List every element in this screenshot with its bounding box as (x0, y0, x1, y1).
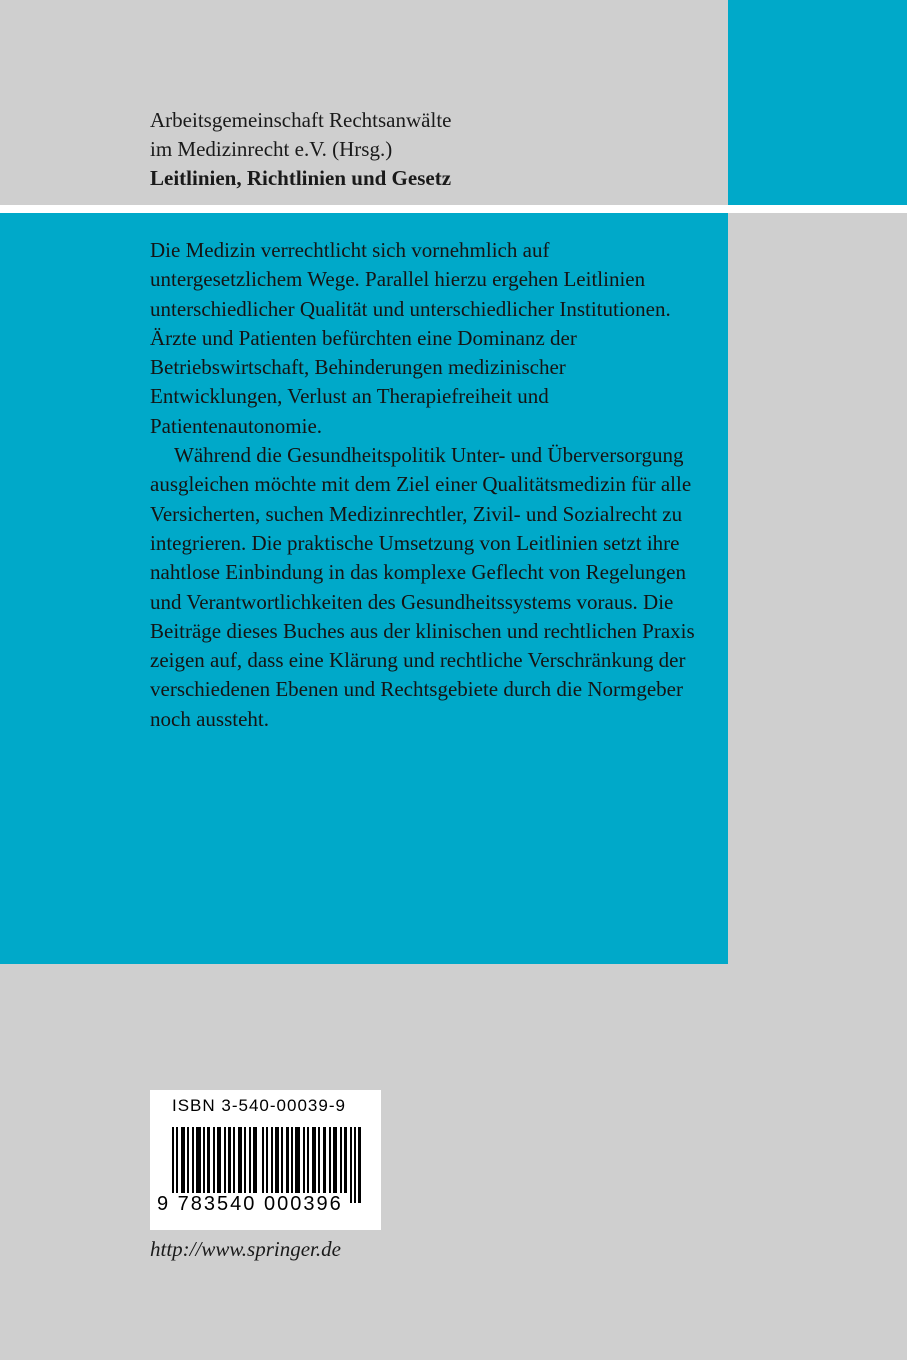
blurb-text (150, 236, 700, 734)
barcode-digits (156, 1193, 371, 1216)
blurb-paragraph-1: Die Medizin verrechtlicht sich vornehmlich auf untergesetzlichem Wege. Parallel hierzu ergehen Leitlinien unterschiedlicher Qualität und unterschiedlicher Institutionen. Ärzte und Patienten befürchten eine Dominanz der Betriebswirtschaft, Behinderungen medizinischer Entwicklungen, Verlust an Therapiefreiheit und Patientenautonomie. (150, 238, 671, 438)
book-header (150, 106, 710, 193)
book-title: Leitlinien, Richtlinien und Gesetz (150, 166, 452, 190)
publisher-url[interactable]: http://www.springer.de (150, 1237, 341, 1261)
editor-line-2: im Medizinrecht e.V. (Hrsg.) (150, 137, 393, 161)
divider (0, 205, 907, 213)
blurb-paragraph-2: Während die Gesundheitspolitik Unter- und Überversorgung ausgleichen möchte mit dem Ziel einer Qualitätsmedizin für alle Versicherten, suchen Medizinrechtler, Zivil- und Sozialrecht zu integrieren. Die praktische Umsetzung von Leitlinien setzt ihre nahtlose Einbindung in das komplexe Geflecht von Regelungen und Verantwortlichkeiten des Gesundheitssystems voraus. Die Beiträge dieses Buches aus der klinischen und rechtlichen Praxis zeigen auf, dass eine Klärung und rechtliche Verschränkung der verschiedenen Ebenen und Rechtsgebiete durch die Normgeber noch aussteht. (150, 443, 695, 731)
barcode (150, 1090, 381, 1230)
barcode-bars (172, 1127, 362, 1203)
barcode-digits-text: 9 783540 000396 (157, 1193, 343, 1215)
editor-line-1: Arbeitsgemeinschaft Rechtsanwälte (150, 108, 452, 132)
isbn-label: ISBN 3-540-00039-9 (172, 1096, 346, 1115)
accent-strip (728, 0, 907, 205)
